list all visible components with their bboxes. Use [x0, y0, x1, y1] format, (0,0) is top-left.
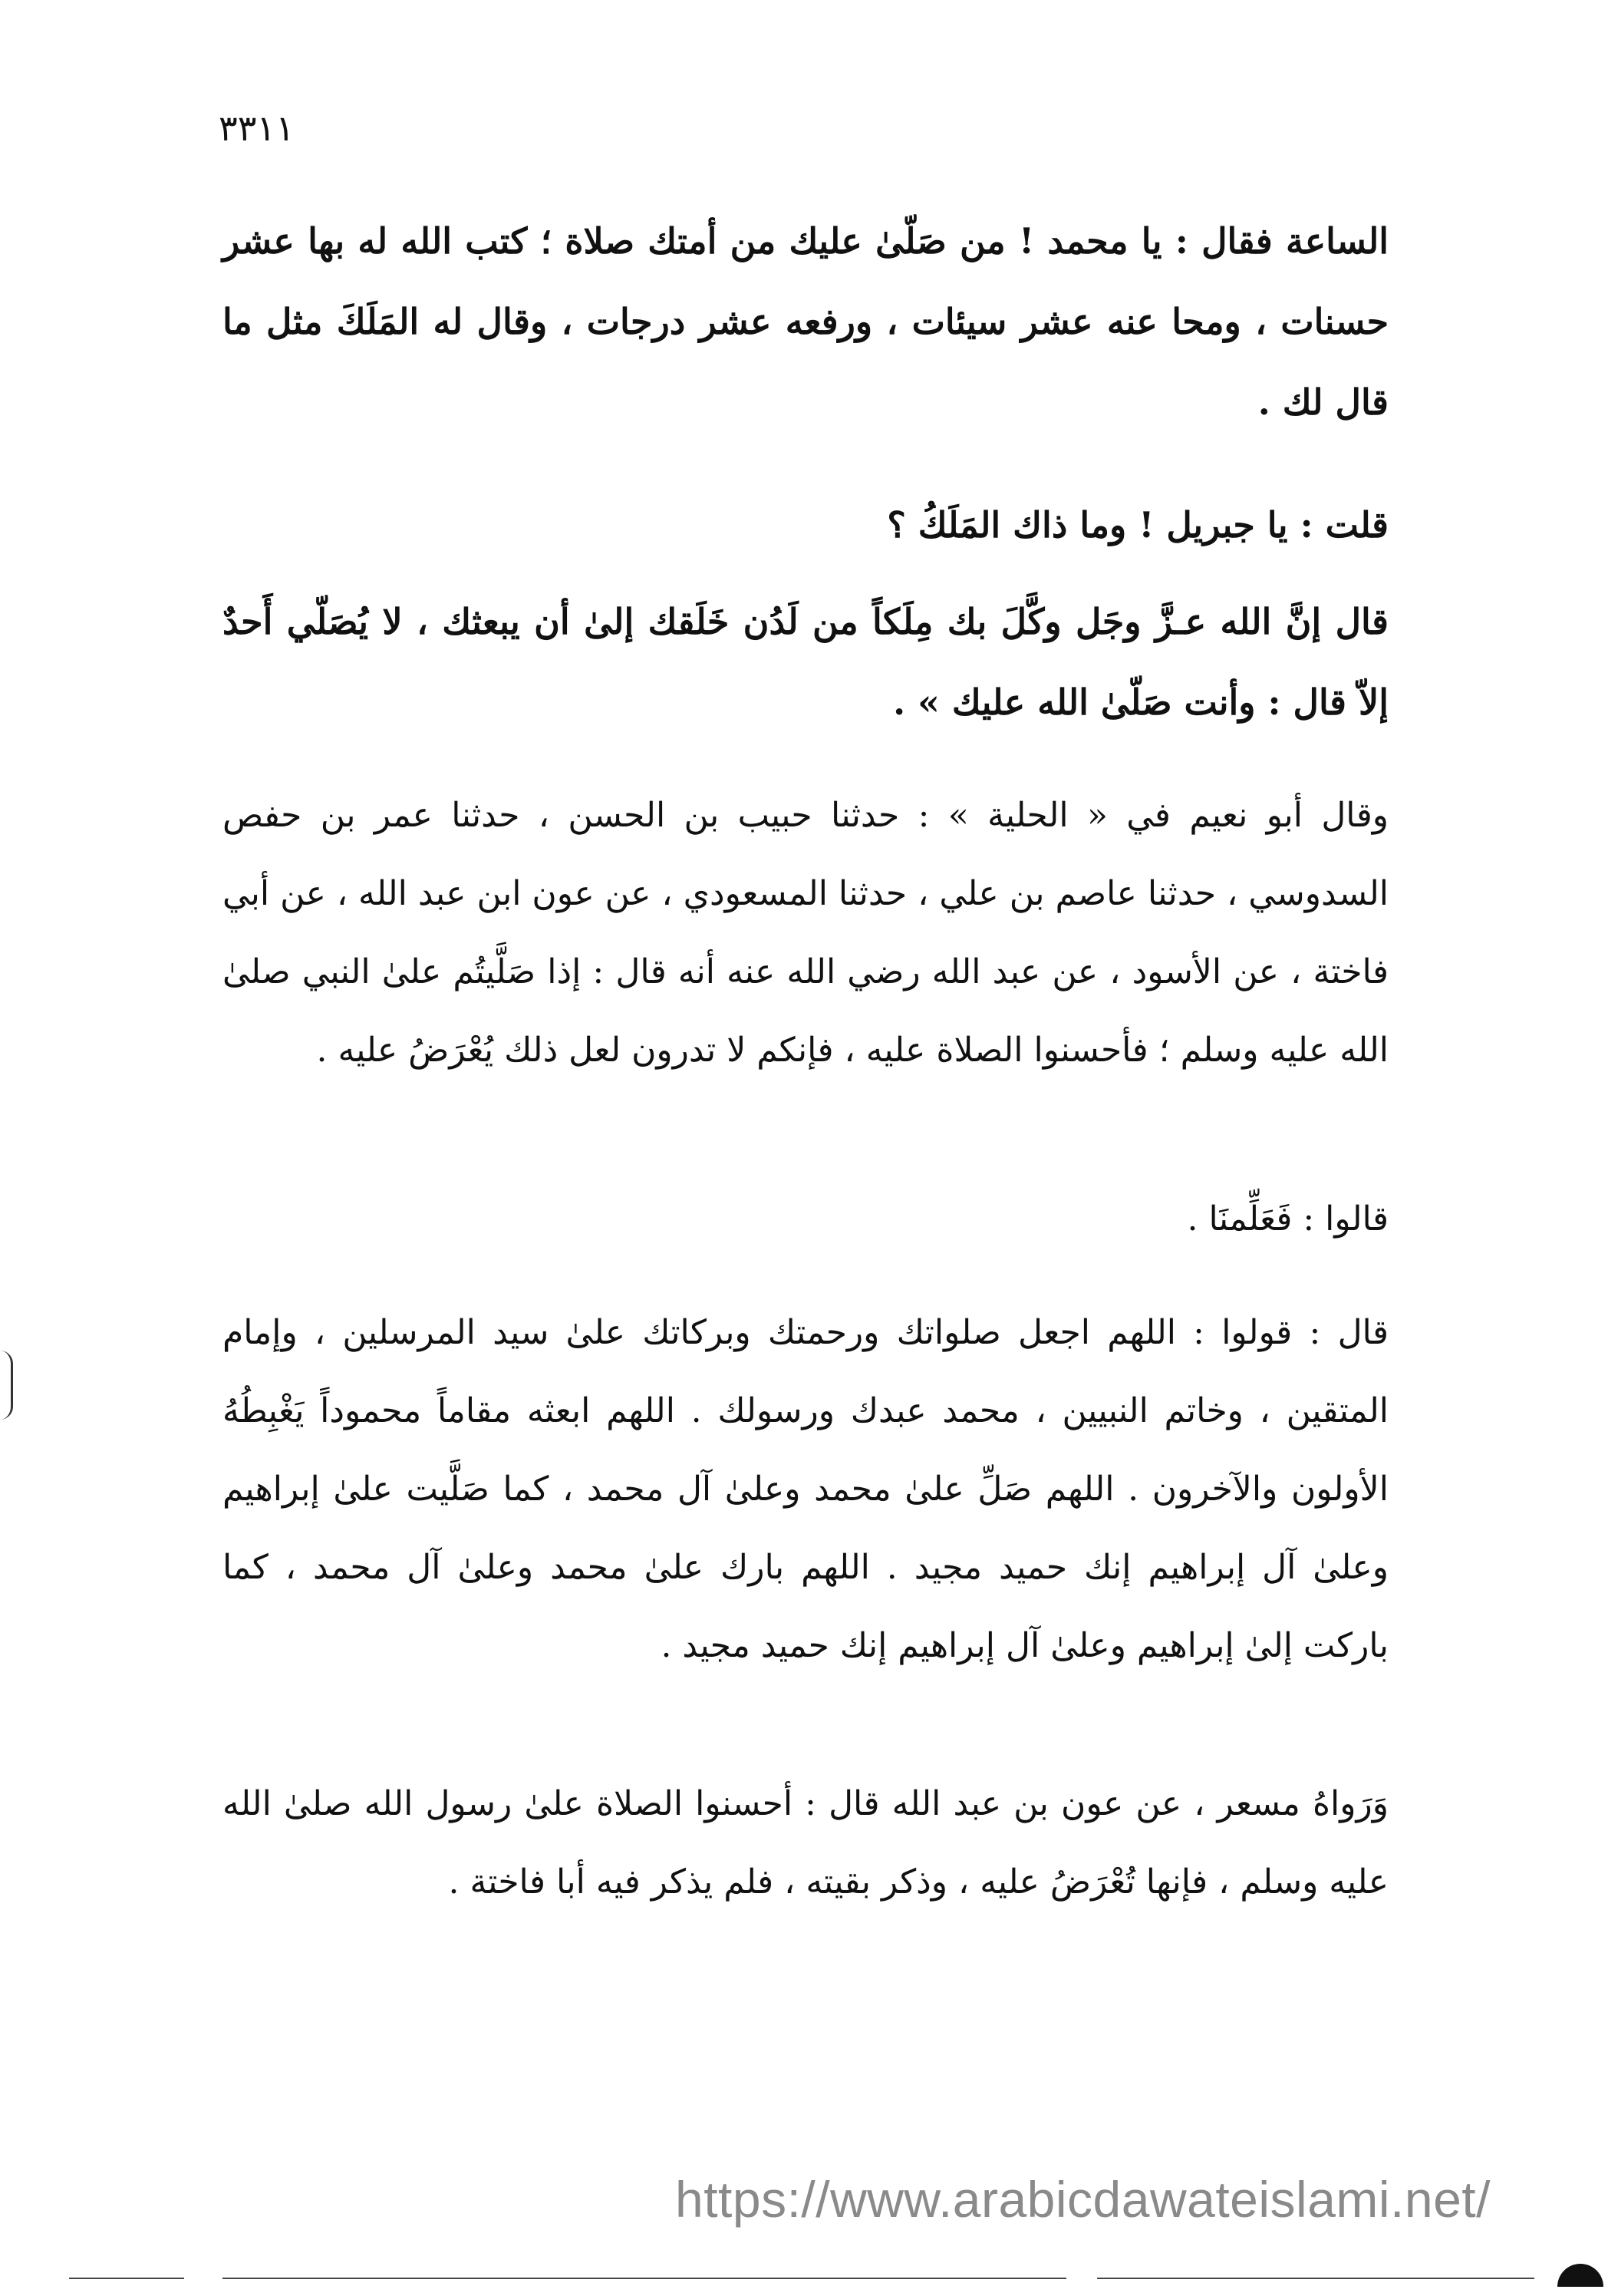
watermark-url: https://www.arabicdawateislami.net/: [675, 2171, 1491, 2228]
page-corner-mark: [1557, 2264, 1603, 2287]
footer-rule: [1097, 2278, 1534, 2279]
paragraph-6: قال : قولوا : اللهم اجعل صلواتك ورحمتك وبركاتك علىٰ سيد المرسلين ، وإمام المتقين ، وخاتم النبيين ، محمد عبدك ورسولك . اللهم ابعثه مقاماً محموداً يَغْبِطُهُ الأولون والآخرون . اللهم صَلِّ علىٰ محمد وعلىٰ آل محمد ، كما صَلَّيت علىٰ إبراهيم وعلىٰ آل إبراهيم إنك حميد مجيد . اللهم بارك علىٰ محمد وعلىٰ آل محمد ، كما باركت إلىٰ إبراهيم وعلىٰ آل إبراهيم إنك حميد مجيد .: [222, 1313, 1389, 1665]
paragraph-7: وَرَواهُ مسعر ، عن عون بن عبد الله قال : أحسنوا الصلاة علىٰ رسول الله صلىٰ الله عليه وسلم ، فإنها تُعْرَضُ عليه ، وذكر بقيته ، فلم يذكر فيه أبا فاختة .: [222, 1784, 1389, 1902]
footer-rule: [222, 2278, 1066, 2279]
page-number: ٣٣١١: [219, 107, 295, 149]
paragraph-2: قلت : يا جبريل ! وما ذاك المَلَكُ ؟: [887, 504, 1389, 546]
paragraph-5: قالوا : فَعَلِّمنَا .: [1187, 1199, 1389, 1239]
paragraph-1: الساعة فقال : يا محمد ! من صَلّىٰ عليك من أمتك صلاة ؛ كتب الله له بها عشر حسنات ، ومحا عنه عشر سيئات ، ورفعه عشر درجات ، وقال له المَلَكَ مثل ما قال لك .: [222, 220, 1389, 423]
paragraph-3: قال إنَّ الله عـزَّ وجَل وكَّلَ بك مِلَكاً من لَدُن خَلَقك إلىٰ أن يبعثك ، لا يُصَلّي أَحدٌ إلاّ قال : وأنت صَلّىٰ الله عليك » .: [222, 601, 1389, 723]
binding-margin-mark: [0, 1351, 13, 1420]
footer-rule: [69, 2278, 184, 2279]
paragraph-4: وقال أبو نعيم في « الحلية » : حدثنا حبيب بن الحسن ، حدثنا عمر بن حفص السدوسي ، حدثنا عاصم بن علي ، حدثنا المسعودي ، عن عون ابن عبد الله ، عن أبي فاختة ، عن الأسود ، عن عبد الله رضي الله عنه أنه قال : إذا صَلَّيتُم علىٰ النبي صلىٰ الله عليه وسلم ؛ فأحسنوا الصلاة عليه ، فإنكم لا تدرون لعل ذلك يُعْرَضُ عليه .: [222, 796, 1389, 1070]
